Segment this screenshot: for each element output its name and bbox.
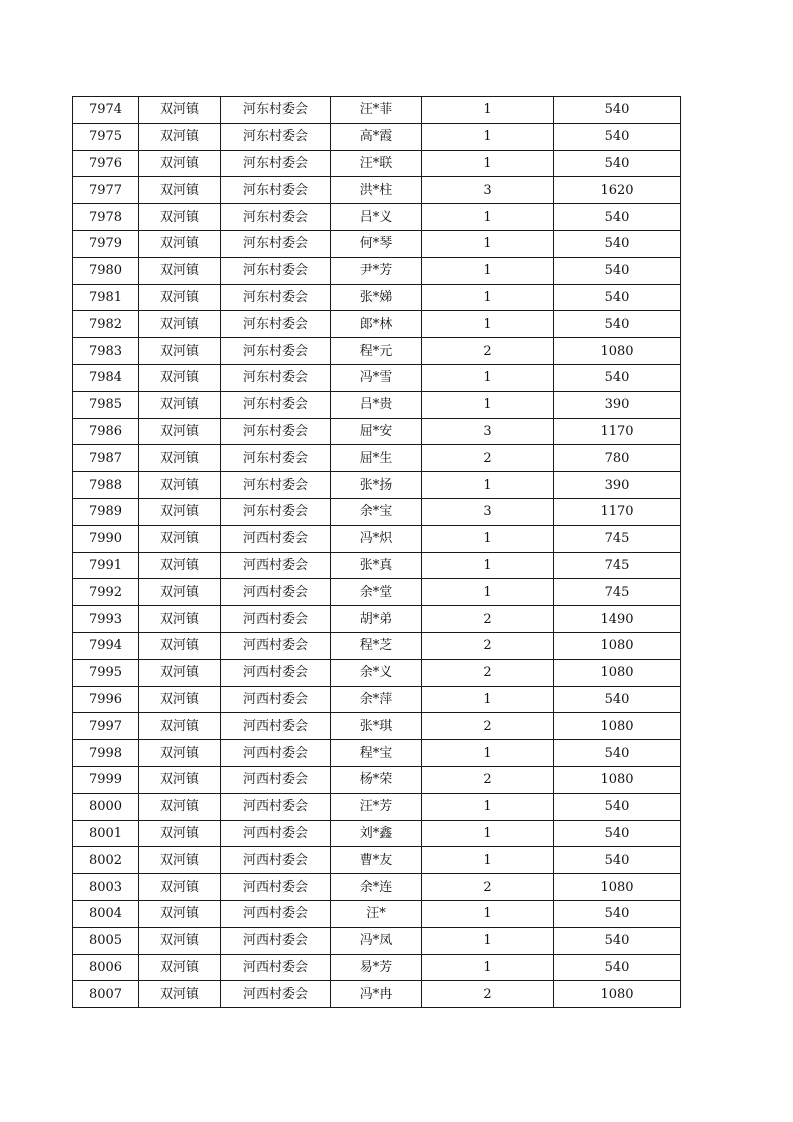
- village-committee-cell: 河东村委会: [221, 257, 331, 284]
- name-cell: 冯*炽: [331, 525, 422, 552]
- amount-cell: 745: [554, 525, 681, 552]
- amount-cell: 1170: [554, 498, 681, 525]
- village-committee-cell: 河东村委会: [221, 364, 331, 391]
- town-cell: 双河镇: [139, 150, 221, 177]
- table-row: [73, 927, 681, 954]
- serial-number-cell: 7975: [73, 123, 139, 150]
- town-cell: 双河镇: [139, 659, 221, 686]
- household-count-cell: 3: [422, 498, 554, 525]
- table-row: [73, 713, 681, 740]
- town-cell: 双河镇: [139, 632, 221, 659]
- table-row: [73, 954, 681, 981]
- serial-number-cell: 7997: [73, 713, 139, 740]
- table-row: [73, 579, 681, 606]
- town-cell: 双河镇: [139, 338, 221, 365]
- serial-number-cell: 7992: [73, 579, 139, 606]
- table-row: [73, 552, 681, 579]
- town-cell: 双河镇: [139, 766, 221, 793]
- village-committee-cell: 河东村委会: [221, 284, 331, 311]
- table-row: [73, 847, 681, 874]
- amount-cell: 540: [554, 204, 681, 231]
- town-cell: 双河镇: [139, 177, 221, 204]
- household-count-cell: 1: [422, 204, 554, 231]
- amount-cell: 1080: [554, 632, 681, 659]
- village-committee-cell: 河西村委会: [221, 579, 331, 606]
- amount-cell: 1080: [554, 659, 681, 686]
- amount-cell: 780: [554, 445, 681, 472]
- serial-number-cell: 7995: [73, 659, 139, 686]
- name-cell: 洪*柱: [331, 177, 422, 204]
- household-count-cell: 2: [422, 632, 554, 659]
- household-count-cell: 1: [422, 472, 554, 499]
- amount-cell: 390: [554, 391, 681, 418]
- amount-cell: 1620: [554, 177, 681, 204]
- village-committee-cell: 河东村委会: [221, 498, 331, 525]
- name-cell: 高*霞: [331, 123, 422, 150]
- table-row: [73, 284, 681, 311]
- amount-cell: 540: [554, 257, 681, 284]
- town-cell: 双河镇: [139, 391, 221, 418]
- serial-number-cell: 7987: [73, 445, 139, 472]
- amount-cell: 1170: [554, 418, 681, 445]
- town-cell: 双河镇: [139, 445, 221, 472]
- village-committee-cell: 河西村委会: [221, 954, 331, 981]
- village-committee-cell: 河东村委会: [221, 311, 331, 338]
- name-cell: 汪*芳: [331, 793, 422, 820]
- amount-cell: 1080: [554, 713, 681, 740]
- village-committee-cell: 河西村委会: [221, 525, 331, 552]
- table-row: [73, 472, 681, 499]
- amount-cell: 540: [554, 97, 681, 124]
- amount-cell: 1080: [554, 766, 681, 793]
- serial-number-cell: 7979: [73, 230, 139, 257]
- household-count-cell: 1: [422, 150, 554, 177]
- table-row: [73, 766, 681, 793]
- household-count-cell: 1: [422, 364, 554, 391]
- name-cell: 程*芝: [331, 632, 422, 659]
- name-cell: 张*真: [331, 552, 422, 579]
- serial-number-cell: 7986: [73, 418, 139, 445]
- household-count-cell: 2: [422, 606, 554, 633]
- serial-number-cell: 8002: [73, 847, 139, 874]
- household-count-cell: 1: [422, 123, 554, 150]
- village-committee-cell: 河东村委会: [221, 472, 331, 499]
- table-body: [73, 97, 681, 1008]
- serial-number-cell: 7990: [73, 525, 139, 552]
- table-row: [73, 418, 681, 445]
- name-cell: 吕*义: [331, 204, 422, 231]
- serial-number-cell: 7984: [73, 364, 139, 391]
- name-cell: 郎*林: [331, 311, 422, 338]
- serial-number-cell: 7988: [73, 472, 139, 499]
- amount-cell: 540: [554, 740, 681, 767]
- serial-number-cell: 8004: [73, 900, 139, 927]
- village-committee-cell: 河西村委会: [221, 981, 331, 1008]
- table-row: [73, 364, 681, 391]
- amount-cell: 540: [554, 847, 681, 874]
- household-count-cell: 2: [422, 338, 554, 365]
- town-cell: 双河镇: [139, 847, 221, 874]
- town-cell: 双河镇: [139, 364, 221, 391]
- village-committee-cell: 河西村委会: [221, 686, 331, 713]
- amount-cell: 540: [554, 364, 681, 391]
- name-cell: 易*芳: [331, 954, 422, 981]
- village-committee-cell: 河东村委会: [221, 418, 331, 445]
- household-count-cell: 1: [422, 311, 554, 338]
- serial-number-cell: 8003: [73, 874, 139, 901]
- town-cell: 双河镇: [139, 418, 221, 445]
- household-count-cell: 3: [422, 418, 554, 445]
- household-count-cell: 1: [422, 230, 554, 257]
- name-cell: 冯*雪: [331, 364, 422, 391]
- town-cell: 双河镇: [139, 525, 221, 552]
- household-count-cell: 1: [422, 954, 554, 981]
- serial-number-cell: 7993: [73, 606, 139, 633]
- name-cell: 汪*菲: [331, 97, 422, 124]
- household-count-cell: 2: [422, 981, 554, 1008]
- name-cell: 杨*荣: [331, 766, 422, 793]
- village-committee-cell: 河西村委会: [221, 793, 331, 820]
- table-row: [73, 498, 681, 525]
- name-cell: 屈*安: [331, 418, 422, 445]
- name-cell: 余*堂: [331, 579, 422, 606]
- town-cell: 双河镇: [139, 230, 221, 257]
- name-cell: 程*元: [331, 338, 422, 365]
- amount-cell: 540: [554, 230, 681, 257]
- household-count-cell: 1: [422, 579, 554, 606]
- town-cell: 双河镇: [139, 927, 221, 954]
- household-count-cell: 2: [422, 874, 554, 901]
- town-cell: 双河镇: [139, 472, 221, 499]
- name-cell: 余*连: [331, 874, 422, 901]
- serial-number-cell: 7991: [73, 552, 139, 579]
- town-cell: 双河镇: [139, 820, 221, 847]
- serial-number-cell: 7981: [73, 284, 139, 311]
- amount-cell: 1080: [554, 874, 681, 901]
- table-row: [73, 606, 681, 633]
- town-cell: 双河镇: [139, 686, 221, 713]
- town-cell: 双河镇: [139, 579, 221, 606]
- amount-cell: 540: [554, 311, 681, 338]
- town-cell: 双河镇: [139, 284, 221, 311]
- amount-cell: 1080: [554, 981, 681, 1008]
- amount-cell: 390: [554, 472, 681, 499]
- town-cell: 双河镇: [139, 97, 221, 124]
- household-count-cell: 1: [422, 686, 554, 713]
- name-cell: 程*宝: [331, 740, 422, 767]
- village-committee-cell: 河西村委会: [221, 606, 331, 633]
- serial-number-cell: 8000: [73, 793, 139, 820]
- name-cell: 冯*冉: [331, 981, 422, 1008]
- town-cell: 双河镇: [139, 793, 221, 820]
- household-count-cell: 2: [422, 713, 554, 740]
- amount-cell: 1080: [554, 338, 681, 365]
- village-committee-cell: 河东村委会: [221, 391, 331, 418]
- village-committee-cell: 河西村委会: [221, 552, 331, 579]
- village-committee-cell: 河东村委会: [221, 177, 331, 204]
- serial-number-cell: 8007: [73, 981, 139, 1008]
- amount-cell: 540: [554, 150, 681, 177]
- name-cell: 张*扬: [331, 472, 422, 499]
- table-row: [73, 311, 681, 338]
- name-cell: 胡*弟: [331, 606, 422, 633]
- serial-number-cell: 7982: [73, 311, 139, 338]
- household-count-cell: 1: [422, 284, 554, 311]
- serial-number-cell: 7974: [73, 97, 139, 124]
- town-cell: 双河镇: [139, 311, 221, 338]
- name-cell: 吕*贵: [331, 391, 422, 418]
- household-count-cell: 1: [422, 793, 554, 820]
- household-count-cell: 1: [422, 257, 554, 284]
- town-cell: 双河镇: [139, 552, 221, 579]
- table-row: [73, 177, 681, 204]
- name-cell: 余*宝: [331, 498, 422, 525]
- table-row: [73, 874, 681, 901]
- village-committee-cell: 河东村委会: [221, 150, 331, 177]
- town-cell: 双河镇: [139, 204, 221, 231]
- household-count-cell: 1: [422, 525, 554, 552]
- household-count-cell: 1: [422, 97, 554, 124]
- village-committee-cell: 河西村委会: [221, 766, 331, 793]
- village-committee-cell: 河东村委会: [221, 338, 331, 365]
- village-committee-cell: 河西村委会: [221, 847, 331, 874]
- name-cell: 余*萍: [331, 686, 422, 713]
- table-row: [73, 981, 681, 1008]
- household-count-cell: 3: [422, 177, 554, 204]
- name-cell: 刘*鑫: [331, 820, 422, 847]
- village-committee-cell: 河西村委会: [221, 659, 331, 686]
- table-row: [73, 900, 681, 927]
- serial-number-cell: 7980: [73, 257, 139, 284]
- name-cell: 冯*凤: [331, 927, 422, 954]
- table-row: [73, 123, 681, 150]
- table-row: [73, 97, 681, 124]
- name-cell: 尹*芳: [331, 257, 422, 284]
- household-count-cell: 1: [422, 820, 554, 847]
- table-row: [73, 793, 681, 820]
- serial-number-cell: 7996: [73, 686, 139, 713]
- amount-cell: 540: [554, 686, 681, 713]
- village-committee-cell: 河西村委会: [221, 632, 331, 659]
- beneficiary-table: [72, 96, 681, 1008]
- amount-cell: 745: [554, 579, 681, 606]
- amount-cell: 1490: [554, 606, 681, 633]
- name-cell: 张*琪: [331, 713, 422, 740]
- amount-cell: 540: [554, 284, 681, 311]
- village-committee-cell: 河东村委会: [221, 123, 331, 150]
- household-count-cell: 2: [422, 445, 554, 472]
- serial-number-cell: 8001: [73, 820, 139, 847]
- town-cell: 双河镇: [139, 900, 221, 927]
- town-cell: 双河镇: [139, 981, 221, 1008]
- town-cell: 双河镇: [139, 257, 221, 284]
- table-row: [73, 525, 681, 552]
- name-cell: 张*娣: [331, 284, 422, 311]
- household-count-cell: 2: [422, 659, 554, 686]
- serial-number-cell: 7983: [73, 338, 139, 365]
- village-committee-cell: 河西村委会: [221, 874, 331, 901]
- serial-number-cell: 7999: [73, 766, 139, 793]
- village-committee-cell: 河西村委会: [221, 740, 331, 767]
- serial-number-cell: 7998: [73, 740, 139, 767]
- household-count-cell: 1: [422, 391, 554, 418]
- amount-cell: 540: [554, 927, 681, 954]
- town-cell: 双河镇: [139, 954, 221, 981]
- serial-number-cell: 7985: [73, 391, 139, 418]
- table-row: [73, 632, 681, 659]
- town-cell: 双河镇: [139, 874, 221, 901]
- village-committee-cell: 河东村委会: [221, 97, 331, 124]
- table-row: [73, 740, 681, 767]
- table-row: [73, 445, 681, 472]
- name-cell: 屈*生: [331, 445, 422, 472]
- household-count-cell: 1: [422, 900, 554, 927]
- village-committee-cell: 河西村委会: [221, 927, 331, 954]
- name-cell: 何*琴: [331, 230, 422, 257]
- household-count-cell: 1: [422, 552, 554, 579]
- table-row: [73, 204, 681, 231]
- village-committee-cell: 河西村委会: [221, 900, 331, 927]
- household-count-cell: 1: [422, 740, 554, 767]
- table-row: [73, 150, 681, 177]
- table-row: [73, 659, 681, 686]
- serial-number-cell: 7976: [73, 150, 139, 177]
- serial-number-cell: 7978: [73, 204, 139, 231]
- amount-cell: 540: [554, 954, 681, 981]
- table-row: [73, 338, 681, 365]
- household-count-cell: 1: [422, 927, 554, 954]
- household-count-cell: 2: [422, 766, 554, 793]
- table-row: [73, 686, 681, 713]
- name-cell: 汪*: [331, 900, 422, 927]
- table-row: [73, 257, 681, 284]
- town-cell: 双河镇: [139, 713, 221, 740]
- amount-cell: 540: [554, 123, 681, 150]
- town-cell: 双河镇: [139, 740, 221, 767]
- name-cell: 曹*友: [331, 847, 422, 874]
- village-committee-cell: 河东村委会: [221, 445, 331, 472]
- serial-number-cell: 7977: [73, 177, 139, 204]
- serial-number-cell: 8005: [73, 927, 139, 954]
- amount-cell: 540: [554, 820, 681, 847]
- serial-number-cell: 7994: [73, 632, 139, 659]
- household-count-cell: 1: [422, 847, 554, 874]
- village-committee-cell: 河东村委会: [221, 230, 331, 257]
- village-committee-cell: 河东村委会: [221, 204, 331, 231]
- name-cell: 余*义: [331, 659, 422, 686]
- amount-cell: 540: [554, 793, 681, 820]
- town-cell: 双河镇: [139, 606, 221, 633]
- village-committee-cell: 河西村委会: [221, 820, 331, 847]
- amount-cell: 540: [554, 900, 681, 927]
- serial-number-cell: 8006: [73, 954, 139, 981]
- table-row: [73, 820, 681, 847]
- table-row: [73, 230, 681, 257]
- town-cell: 双河镇: [139, 498, 221, 525]
- serial-number-cell: 7989: [73, 498, 139, 525]
- name-cell: 汪*联: [331, 150, 422, 177]
- table-row: [73, 391, 681, 418]
- village-committee-cell: 河西村委会: [221, 713, 331, 740]
- amount-cell: 745: [554, 552, 681, 579]
- town-cell: 双河镇: [139, 123, 221, 150]
